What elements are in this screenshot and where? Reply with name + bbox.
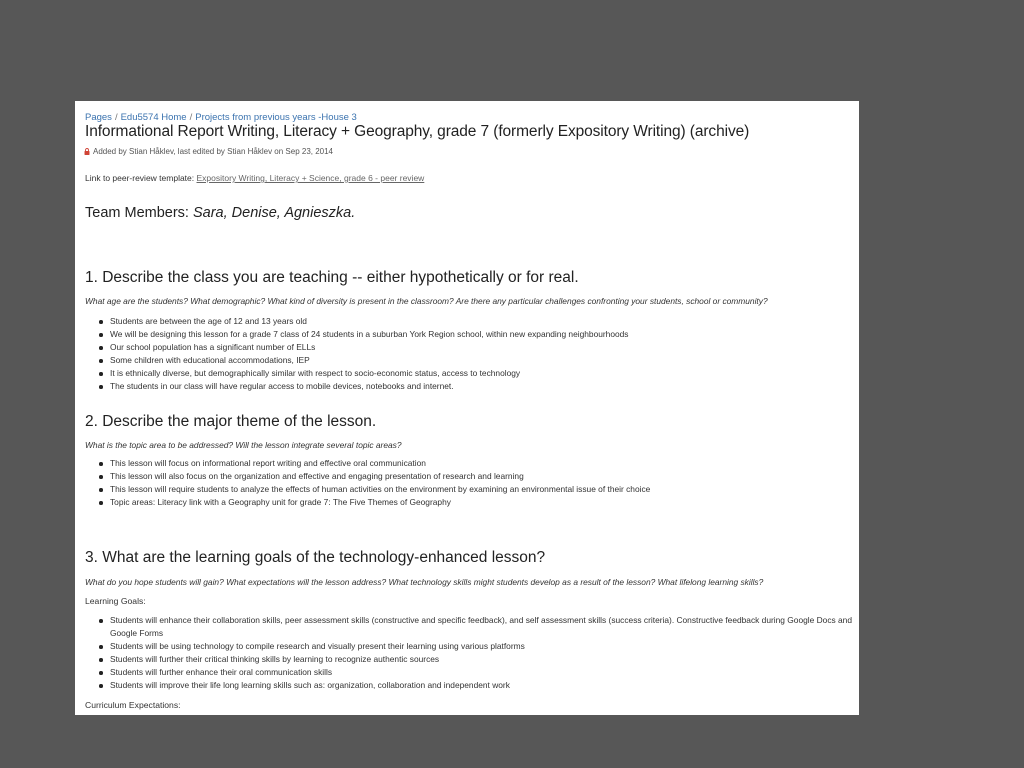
page-metadata-text: Added by Stian Håklev, last edited by Stian Håklev on Sep 23, 2014 (93, 147, 334, 156)
breadcrumb-separator: / (114, 112, 118, 123)
peer-review-label: Link to peer-review template: (85, 173, 195, 183)
section-2-question: What is the topic area to be addressed? Will the lesson integrate several topic areas? (85, 440, 402, 450)
list-item: Our school population has a significant number of ELLs (110, 341, 629, 354)
page-metadata (84, 147, 333, 156)
list-item: Students will further enhance their oral communication skills (110, 666, 859, 679)
list-item: This lesson will require students to analyze the effects of human activities on the environment by examining an environmental issue of their choice (110, 484, 651, 494)
peer-review-line (85, 173, 424, 183)
section-3-question: What do you hope students will gain? What expectations will the lesson address? What technology skills might students develop as a result of the lesson? What lifelong learning skills? (85, 577, 764, 587)
curriculum-expectations-label: Curriculum Expectations: (85, 700, 181, 710)
section-2-list (110, 457, 650, 509)
list-item: We will be designing this lesson for a grade 7 class of 24 students in a suburban York Region school, within new expanding neighbourhoods (110, 329, 629, 339)
section-1-question: What age are the students? What demographic? What kind of diversity is present in the classroom? Are there any particular challenges confronting your students, school or community? (85, 296, 768, 306)
section-3-list (110, 614, 859, 692)
page-title: Informational Report Writing, Literacy + Geography, grade 7 (formerly Expository Writing) (archive) (85, 123, 750, 140)
section-1-list (110, 315, 629, 393)
list-item: Students will further their critical thinking skills by learning to recognize authentic sources (110, 653, 859, 666)
list-item: It is ethnically diverse, but demographically similar with respect to socio-economic status, access to technology (110, 367, 629, 380)
breadcrumb-edu5574-home[interactable]: Edu5574 Home (120, 112, 187, 123)
list-item: Students will enhance their collaboration skills, peer assessment skills (constructive and specific feedback), and self assessment skills (success criteria). Constructive feedback during Google Docs and Google Forms (110, 614, 859, 640)
breadcrumb (85, 112, 357, 123)
section-1-heading: 1. Describe the class you are teaching -- either hypothetically or for real. (85, 269, 579, 286)
confluence-page (75, 101, 859, 715)
list-item: Students will be using technology to compile research and visually present their learning using various platforms (110, 640, 859, 653)
list-item: This lesson will focus on informational report writing and effective oral communication (110, 457, 650, 470)
team-members-label: Team Members: (85, 205, 189, 221)
lock-icon (84, 148, 90, 155)
breadcrumb-separator: / (189, 112, 193, 123)
team-members (85, 205, 355, 221)
section-2-heading: 2. Describe the major theme of the lesson. (85, 413, 377, 430)
list-item: This lesson will also focus on the organization and effective and engaging presentation of research and learning (110, 470, 650, 483)
section-3-heading: 3. What are the learning goals of the technology-enhanced lesson? (85, 549, 546, 566)
breadcrumb-projects-previous-years[interactable]: Projects from previous years -House 3 (195, 112, 357, 123)
list-item: Some children with educational accommodations, IEP (110, 354, 629, 367)
team-members-names: Sara, Denise, Agnieszka. (192, 205, 356, 221)
list-item: The students in our class will have regular access to mobile devices, notebooks and internet. (110, 380, 629, 393)
list-item: Topic areas: Literacy link with a Geography unit for grade 7: The Five Themes of Geography (110, 496, 650, 509)
list-item: Students are between the age of 12 and 13 years old (110, 315, 629, 328)
list-item: Students will improve their life long learning skills such as: organization, collaboration and independent work (110, 679, 859, 692)
breadcrumb-pages[interactable]: Pages (85, 112, 112, 123)
learning-goals-label: Learning Goals: (85, 596, 146, 606)
peer-review-link[interactable]: Expository Writing, Literacy + Science, grade 6 - peer review (196, 173, 425, 183)
